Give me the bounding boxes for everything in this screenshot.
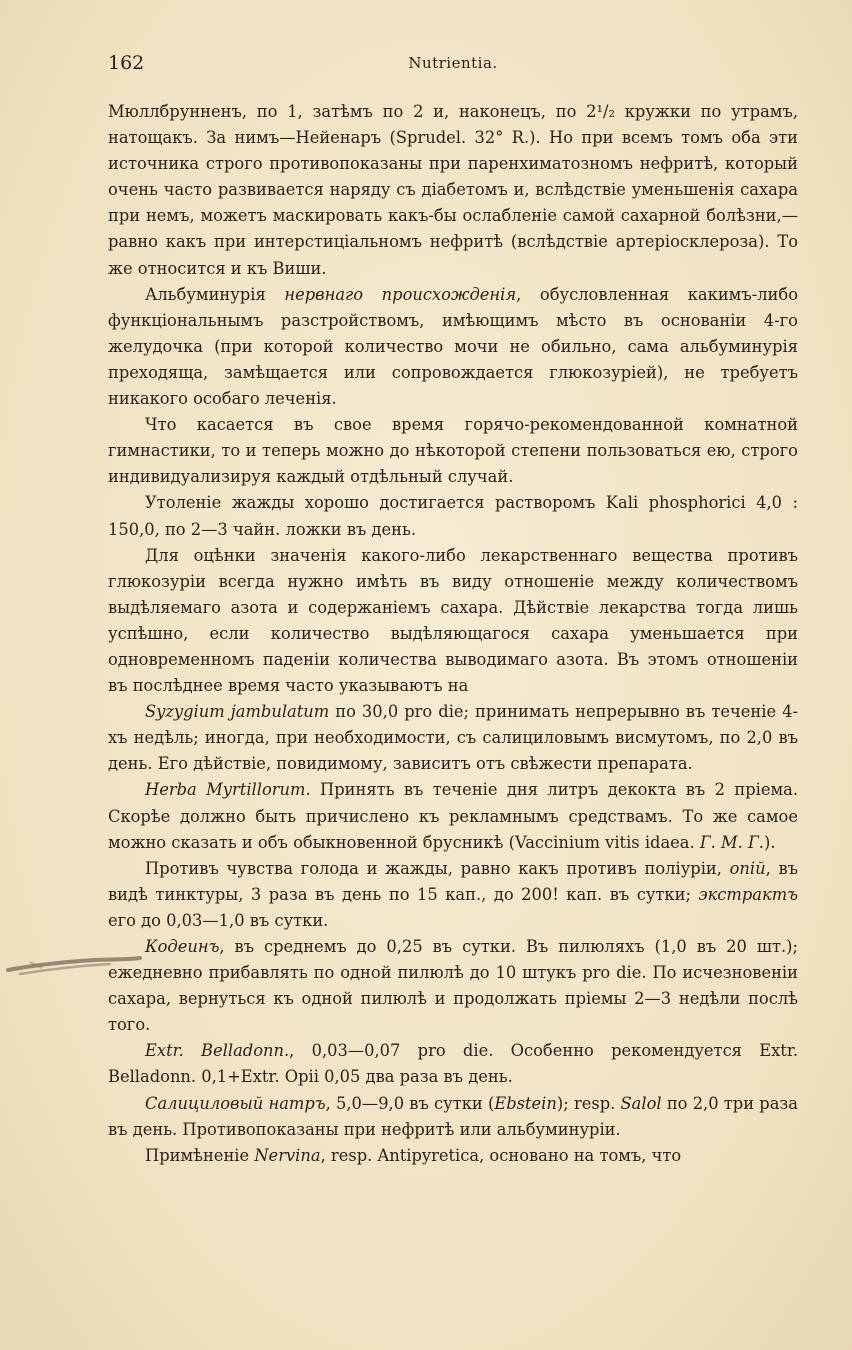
running-head: Nutrientia. xyxy=(408,54,498,72)
paragraph xyxy=(108,856,798,934)
text-run: , 5,0—9,0 въ сутки ( xyxy=(325,1093,495,1113)
paragraph xyxy=(108,543,798,700)
italic-text: Herba Myrtillorum. xyxy=(145,780,311,800)
page-number: 162 xyxy=(108,52,145,74)
paragraph xyxy=(108,282,798,412)
text-run: , resp. Antipyretica, основано на томъ, что xyxy=(320,1145,682,1165)
paragraph xyxy=(108,1091,798,1143)
paragraph xyxy=(108,934,798,1038)
italic-text: Кодеинъ xyxy=(145,937,220,956)
paragraph xyxy=(108,699,798,777)
italic-text: экстрактъ xyxy=(698,884,798,904)
italic-text: Ebstein xyxy=(494,1093,557,1113)
text-run: ); resp. xyxy=(556,1093,621,1113)
italic-text: Nervina xyxy=(254,1145,321,1165)
italic-text: Салициловый натръ xyxy=(145,1093,326,1113)
text-run: Что касается въ свое время горячо-рекомендованной комнатной гимнастики, то и теперь можно до нѣкоторой степени пользоваться ею, строго индивидуализируя каждый отдѣльный случай. xyxy=(108,415,798,487)
text-run: Противъ чувства голода и жажды, равно какъ противъ поліуріи, xyxy=(145,858,730,878)
paragraph xyxy=(108,1143,798,1169)
paragraph xyxy=(108,412,798,490)
text-run: , 0,03—0,07 pro die. Особенно рекомендуется Extr. Belladonn. 0,1+Extr. Opii 0,05 два раза въ день. xyxy=(108,1041,799,1087)
italic-text: Syzygium jambulatum xyxy=(145,702,330,722)
margin-ink-mark xyxy=(0,948,150,984)
italic-text: Salol xyxy=(620,1093,662,1113)
italic-text: Extr. Belladonn. xyxy=(145,1041,290,1061)
page-header xyxy=(108,52,798,78)
paragraph xyxy=(108,490,798,542)
paragraph xyxy=(108,1038,798,1090)
italic-text: нервнаго происхожденія xyxy=(284,284,517,304)
text-run: Принять въ теченіе дня литръ декокта въ 2 пріема. Скорѣе должно быть причислено къ рекламнымъ средствамъ. То же самое можно сказать и объ обыкновенной брусникѣ (Vaccinium vitis idaea. xyxy=(108,780,799,852)
text-run: , въ видѣ тинктуры, 3 раза въ день по 15 кап., до 200! кап. въ сутки; xyxy=(108,858,798,904)
text-run: его до 0,03—1,0 въ сутки. xyxy=(108,910,329,930)
text-run: , обусловленная какимъ-либо функціональнымъ разстройствомъ, имѣющимъ мѣсто въ основаніи 4-го желудочка (при которой количество мочи не обильно, сама альбуминурія преходяща, замѣщается или сопровождается глюкозуріей), не требуетъ никакого особаго леченія. xyxy=(108,284,798,409)
body-text xyxy=(108,99,798,1169)
text-run: Утоленіе жажды хорошо достигается растворомъ Kali phosphorici 4,0 : 150,0, по 2—3 чайн. ложки въ день. xyxy=(108,493,798,539)
paragraph xyxy=(108,777,798,855)
italic-text: Г. М. Г. xyxy=(699,832,764,852)
text-run: по 2,0 три раза въ день. Противопоказаны при нефритѣ или альбуминуріи. xyxy=(108,1093,799,1139)
text-run: по 30,0 pro die; принимать непрерывно въ теченіе 4-хъ недѣль; иногда, при необходимости, съ салициловымъ висмутомъ, по 2,0 въ день. Его дѣйствіе, повидимому, зависитъ отъ свѣжести препарата. xyxy=(108,702,798,774)
text-run: ). xyxy=(763,832,776,852)
text-run: Альбуминурія xyxy=(145,284,285,304)
text-run: Для оцѣнки значенія какого-либо лекарственнаго вещества противъ глюкозуріи всегда нужно имѣть въ виду отношеніе между количествомъ выдѣляемаго азота и содержаніемъ сахара. Дѣйствіе лекарства тогда лишь успѣшно, если количество выдѣляющагося сахара уменьшается при одновременномъ паденіи количества выводимаго азота. Въ этомъ отношеніи въ послѣднее время часто указываютъ на xyxy=(108,545,798,696)
paragraph xyxy=(108,99,798,282)
text-run: Мюллбрунненъ, по 1, затѣмъ по 2 и, наконецъ, по 2¹/₂ кружки по утрамъ, натощакъ. За нимъ—Нейенаръ (Sprudel. 32° R.). Но при всемъ томъ оба эти источника строго противопоказаны при паренхиматозномъ нефритѣ, который очень часто развивается наряду съ діабетомъ и, вслѣдствіе уменьшенія сахара при немъ, можетъ маскировать какъ-бы ослабленіе самой сахарной болѣзни,—равно какъ при интерстиціальномъ нефритѣ (вслѣдствіе артеріосклероза). То же относится и къ Виши. xyxy=(108,102,798,278)
text-run: Примѣненіе xyxy=(145,1145,255,1165)
italic-text: опій xyxy=(729,858,766,878)
text-run: , въ среднемъ до 0,25 въ сутки. Въ пилюляхъ (1,0 въ 20 шт.); ежедневно прибавлять по одной пилюлѣ до 10 штукъ pro die. По исчезновеніи сахара, вернуться къ одной пилюлѣ и продолжать пріемы 2—3 недѣли послѣ того. xyxy=(108,937,798,1035)
